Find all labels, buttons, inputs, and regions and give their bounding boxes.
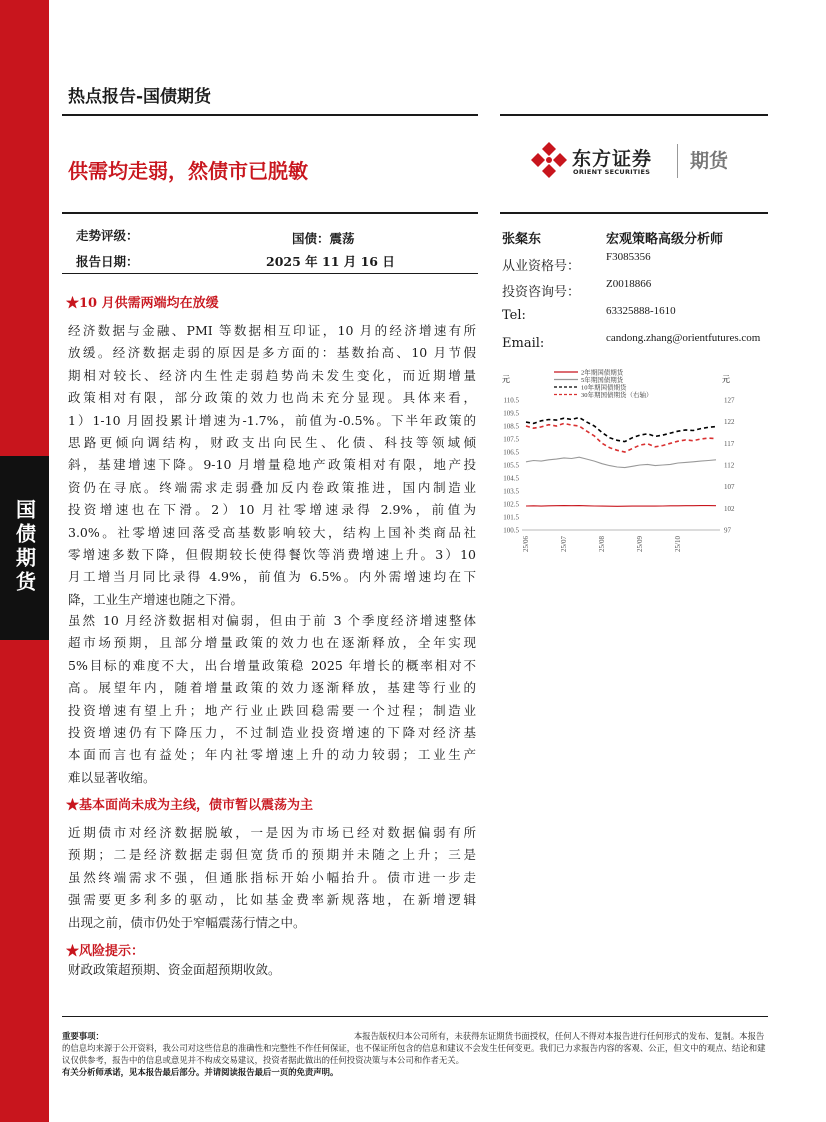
- series-line-0: [526, 506, 716, 507]
- series-line-2: [526, 418, 716, 442]
- sidebar-label: 国债期货: [12, 499, 37, 595]
- logo-separator: [677, 144, 678, 178]
- top-rule-left: [62, 114, 478, 116]
- paragraph-line: 月工增当月同比录得 4.9%，前值为 6.5%。内外需增速均在下: [68, 569, 476, 585]
- legend-label-3: 30年期国债期货（右轴）: [581, 392, 653, 399]
- paragraph-line: 超市场预期，且部分增量政策的效力也在逐渐释放，全年实现: [68, 635, 476, 651]
- x-tick-label: 25/10: [674, 536, 682, 552]
- consulting-value: Z0018866: [606, 278, 652, 290]
- y-right-tick-label: 117: [724, 439, 735, 448]
- paragraph-line: 虽然 10 月经济数据相对偏弱，但由于前 3 个季度经济增速整体: [68, 613, 476, 628]
- paragraph-line: 放缓。经济数据走弱的原因是多方面的：基数抬高、10 月节假: [68, 345, 476, 361]
- paragraph-line: 斜，基建增速下降。9-10 月增量稳地产政策相对有限，地产投: [68, 457, 476, 473]
- report-type: 热点报告-国债期货: [68, 87, 212, 107]
- y-right-tick-label: 107: [724, 483, 735, 492]
- y-right-tick-label: 127: [724, 396, 735, 405]
- paragraph-line: 资仍在寻底。终端需求走弱叠加反内卷政策推进，国内制造业: [68, 479, 476, 495]
- y-left-tick-label: 105.5: [503, 461, 519, 470]
- footer-rule: [62, 1016, 768, 1017]
- tel-label: Tel:: [502, 308, 526, 323]
- y-left-tick-label: 101.5: [503, 513, 519, 522]
- right-axis-unit: 元: [722, 375, 730, 384]
- trend-value: 国债：震荡: [292, 231, 355, 246]
- series-line-3: [526, 423, 716, 452]
- left-axis-unit: 元: [502, 375, 510, 384]
- section-heading-2: ★基本面尚未成为主线，债市暂以震荡为主: [66, 798, 314, 813]
- qualification-label: 从业资格号：: [502, 259, 581, 274]
- x-tick-label: 25/09: [636, 536, 644, 552]
- y-left-tick-label: 110.5: [503, 396, 519, 405]
- paragraph-line: 5%目标的难度不大，出台增量政策稳 2025 年增长的概率相对不: [68, 657, 476, 673]
- x-tick-label: 25/08: [598, 536, 606, 552]
- paragraph-line: 近期债市对经济数据脱敏，一是因为市场已经对数据偏弱有所: [68, 825, 476, 840]
- y-left-tick-label: 103.5: [503, 487, 519, 496]
- email-label: Email:: [502, 336, 545, 351]
- y-right-tick-label: 102: [724, 504, 735, 513]
- paragraph-line: 零增速多数下降，但假期较长使得餐饮等消费增速上升。3）10: [68, 546, 476, 562]
- y-right-tick-label: 97: [724, 526, 731, 535]
- x-tick-label: 25/07: [560, 536, 568, 552]
- paragraph-line: 强需要更多利多的驱动，比如基金费率新规落地，在新增逻辑: [68, 892, 476, 908]
- x-tick-label: 25/06: [522, 536, 530, 552]
- paragraph-line: 出现之前，债市仍处于窄幅震荡行情之中。: [68, 914, 306, 930]
- paragraph-line: 经济数据与金融、PMI 等数据相互印证，10 月的经济增速有所: [68, 323, 476, 338]
- logo-division: 期货: [690, 150, 729, 172]
- date-value: 2025 年 11 月 16 日: [266, 254, 395, 269]
- paragraph-line: 预期；二是经济数据走弱但宽货币的预期并未随之上升；三是: [68, 847, 476, 863]
- y-left-tick-label: 107.5: [503, 435, 519, 444]
- bond-futures-chart: [500, 366, 768, 556]
- date-label: 报告日期：: [76, 254, 139, 269]
- section-heading-1: ★10 月供需两端均在放缓: [66, 296, 219, 311]
- legend-label-2: 10年期国债期货: [581, 384, 627, 392]
- paragraph-line: 3.0%。社零增速回落受高基数影响较大，结构上国补类商品社: [68, 524, 476, 540]
- paragraph-line: 投资增速也在下滑。2）10 月社零增速录得 2.9%，前值为: [68, 502, 476, 518]
- paragraph-line: 思路更倾向调结构，财政支出向民生、化债、科技等领域倾: [68, 434, 476, 450]
- meta-rule-top-right: [500, 212, 768, 214]
- paragraph-line: 财政政策超预期、资金面超预期收敛。: [68, 962, 281, 977]
- risk-paragraph: [68, 959, 476, 981]
- y-left-tick-label: 106.5: [503, 448, 519, 457]
- headline: 供需均走弱，然债市已脱敏: [68, 159, 308, 183]
- paragraph-line: 难以显著收缩。: [68, 769, 156, 785]
- logo-name-en: ORIENT SECURITIES: [573, 168, 651, 176]
- qualification-value: F3085356: [606, 251, 651, 263]
- orient-logo-icon: [530, 140, 568, 180]
- y-right-tick-label: 112: [724, 461, 735, 470]
- paragraph-line: 期相对较长、经济内生性走弱趋势尚未发生变化，而近期增量: [68, 367, 476, 383]
- top-rule-right: [500, 114, 768, 116]
- paragraph-line: 1）1-10 月固投累计增速为-1.7%，前值为-0.5%。下半年政策的: [68, 412, 476, 428]
- email-link[interactable]: candong.zhang@orientfutures.com: [606, 332, 761, 344]
- footer-disclaimer-text: 本报告版权归本公司所有，未获得东证期货书面授权，任何人不得对本报告进行任何形式的发布、复制。本报告的信息均来源于公开资料，我公司对这些信息的准确性和完整性不作任何保证，也不保证所包含的信息和建议不会发生任何变更。我们已力求报告内容的客观、公正，但文中的观点、结论和建议仅供参考，报告中的信息或意见并不构成交易建议，投资者据此做出的任何投资决策与本公司和作者无关。: [62, 1031, 766, 1065]
- y-left-tick-label: 104.5: [503, 474, 519, 483]
- paragraph-line: 本面而言也有益处；年内社零增速上升的动力较弱；工业生产: [68, 747, 476, 763]
- section-heading-3: ★风险提示：: [66, 944, 145, 959]
- y-left-tick-label: 109.5: [503, 409, 519, 418]
- company-logo: [530, 140, 740, 180]
- section-2-paragraph-1: [68, 822, 476, 934]
- analyst-title: 宏观策略高级分析师: [606, 232, 724, 247]
- paragraph-line: 投资增速有望上升；地产行业止跌回稳需要一个过程；制造业: [68, 702, 476, 718]
- paragraph-line: 政策相对有限，部分政策的效力也尚未充分显现。具体来看，: [68, 390, 476, 406]
- y-right-tick-label: 122: [724, 418, 735, 427]
- paragraph-line: 投资增速仍有下降压力，不过制造业投资增速的下降对经济基: [68, 724, 476, 740]
- section-1-paragraph-2: [68, 610, 476, 789]
- meta-rule-top-left: [62, 212, 478, 214]
- series-line-1: [526, 457, 716, 467]
- section-1-paragraph-1: [68, 320, 476, 611]
- paragraph-line: 降，工业生产增速也随之下滑。: [68, 591, 244, 607]
- consulting-label: 投资咨询号：: [502, 285, 581, 300]
- y-left-tick-label: 108.5: [503, 422, 519, 431]
- footer-commitment: 有关分析师承诺，见本报告最后部分。并请阅读报告最后一页的免责声明。: [62, 1067, 339, 1077]
- legend-label-1: 5年期国债期货: [581, 377, 624, 384]
- footer-important-label: 重要事项：: [62, 1031, 104, 1041]
- logo-name-cn: 东方证券: [572, 148, 653, 170]
- legend-label-0: 2年期国债期货: [581, 369, 624, 377]
- trend-label: 走势评级：: [76, 228, 139, 243]
- paragraph-line: 虽然终端需求不强，但通胀指标开始小幅抬升。债市进一步走: [68, 869, 476, 885]
- y-left-tick-label: 100.5: [503, 526, 519, 535]
- tel-value: 63325888-1610: [606, 305, 676, 317]
- y-left-tick-label: 102.5: [503, 500, 519, 509]
- analyst-name: 张粲东: [502, 232, 542, 247]
- paragraph-line: 高。展望年内，随着增量政策的效力逐渐释放，基建等行业的: [68, 680, 476, 696]
- meta-rule-bottom: [62, 273, 478, 274]
- footer-disclaimer: [62, 1030, 768, 1066]
